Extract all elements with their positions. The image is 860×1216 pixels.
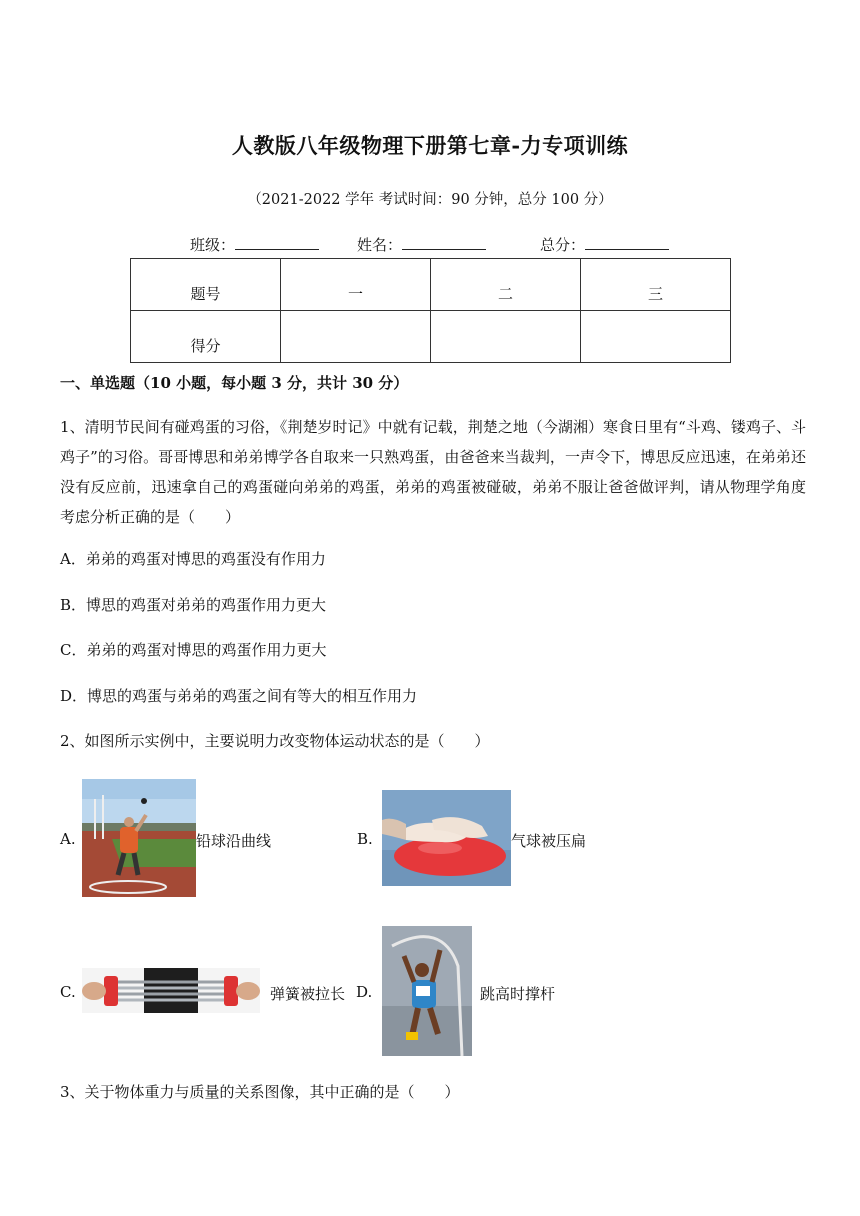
table-cell bbox=[581, 311, 731, 363]
q2-option-d-caption: 跳高时撑杆 bbox=[480, 985, 556, 1003]
total-field bbox=[540, 234, 669, 255]
question-1-option-b: B．博思的鸡蛋对弟弟的鸡蛋作用力更大 bbox=[60, 596, 327, 614]
name-field bbox=[357, 234, 486, 255]
section-heading: 一、单选题（10 小题，每小题 3 分，共计 30 分） bbox=[60, 374, 409, 392]
total-blank bbox=[585, 235, 669, 250]
q2-option-c-letter: C. bbox=[60, 983, 76, 1001]
question-1-option-c: C．弟弟的鸡蛋对博思的鸡蛋作用力更大 bbox=[60, 641, 327, 659]
q2-option-b-caption: 气球被压扁 bbox=[511, 832, 587, 850]
document-title: 人教版八年级物理下册第七章-力专项训练 bbox=[231, 133, 629, 158]
spring-stretch-image bbox=[82, 968, 260, 1013]
name-label: 姓名： bbox=[357, 236, 403, 254]
table-cell: 得分 bbox=[131, 311, 281, 363]
score-table bbox=[130, 258, 731, 363]
table-row bbox=[131, 259, 731, 311]
question-1-option-d: D．博思的鸡蛋与弟弟的鸡蛋之间有等大的相互作用力 bbox=[60, 687, 418, 705]
shot-put-image bbox=[82, 779, 196, 897]
total-label: 总分： bbox=[540, 236, 586, 254]
q2-option-a-letter: A. bbox=[60, 830, 76, 848]
class-field bbox=[190, 234, 319, 255]
table-cell: 题号 bbox=[131, 259, 281, 311]
balloon-press-image bbox=[382, 790, 511, 886]
table-row bbox=[131, 311, 731, 363]
exam-subtitle: （2021-2022 学年 考试时间：90 分钟，总分 100 分） bbox=[247, 192, 613, 208]
table-cell bbox=[431, 311, 581, 363]
class-label: 班级： bbox=[190, 236, 236, 254]
q2-option-d-letter: D. bbox=[356, 983, 373, 1001]
table-cell: 一 bbox=[281, 259, 431, 311]
table-cell: 二 bbox=[431, 259, 581, 311]
question-3-stem: 3、关于物体重力与质量的关系图像，其中正确的是（ ） bbox=[60, 1083, 460, 1101]
question-1-option-a: A．弟弟的鸡蛋对博思的鸡蛋没有作用力 bbox=[60, 550, 326, 568]
q2-option-a-caption: 铅球沿曲线 bbox=[196, 832, 272, 850]
name-blank bbox=[402, 235, 486, 250]
q2-option-c-caption: 弹簧被拉长 bbox=[270, 985, 346, 1003]
class-blank bbox=[235, 235, 319, 250]
question-1-stem: 1、清明节民间有碰鸡蛋的习俗，《荆楚岁时记》中就有记载，荆楚之地（今湖湘）寒食日里有“斗鸡、镂鸡子、斗鸡子”的习俗。哥哥博思和弟弟博学各自取来一只熟鸡蛋，由爸爸来当裁判，一声令下，博思反应迅速，在弟弟还没有反应前，迅速拿自己的鸡蛋碰向弟弟的鸡蛋，弟弟的鸡蛋被碰破，弟弟不服让爸爸做评判，请从物理学角度考虑分析正确的是（ ） bbox=[60, 418, 806, 526]
table-cell: 三 bbox=[581, 259, 731, 311]
q2-option-b-letter: B. bbox=[357, 830, 373, 848]
question-2-stem: 2、如图所示实例中，主要说明力改变物体运动状态的是（ ） bbox=[60, 732, 490, 750]
table-cell bbox=[281, 311, 431, 363]
pole-vault-image bbox=[382, 926, 472, 1056]
